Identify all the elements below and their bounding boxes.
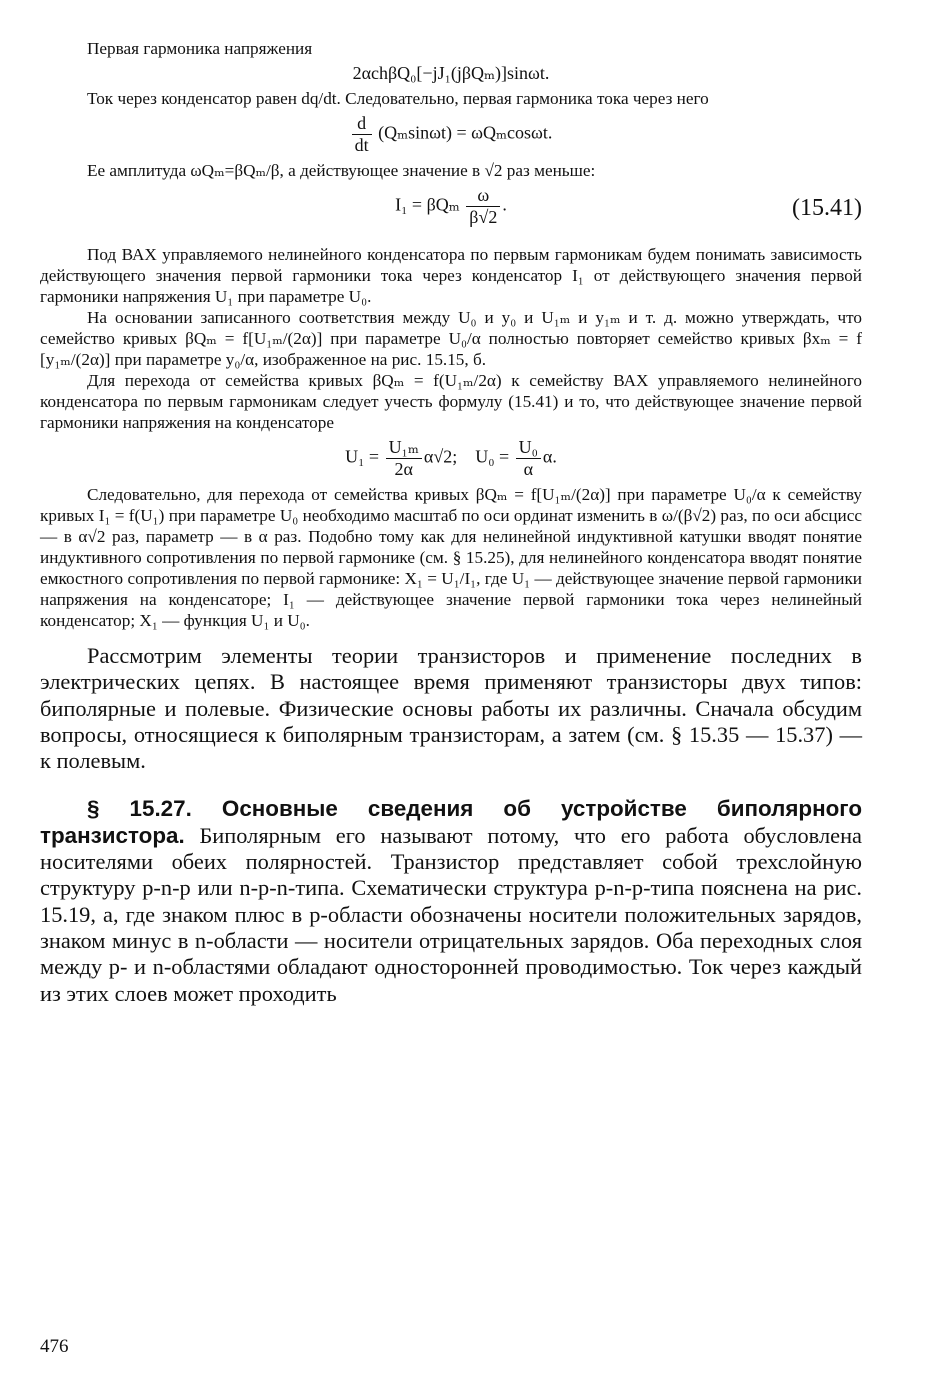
formula-u1-u0: U₁ = $\frac{\text{U₁ₘ}}{2\alpha}$ α√2; U₀ = $\frac{\text{U₀}}{\alpha}$ α.	[345, 437, 557, 479]
formula-current-derivative: $\frac{d}{dt}$ (Qₘsinωt) = ωQₘcosωt.	[40, 113, 862, 156]
paragraph-9: Биполярным его называют потому, что его работа обусловлена носителями обеих полярностей. Транзистор представляет собой трехслойную структуру p-n-p или n-p-n-типа. Схематически структура p-n-p-типа пояснена на рис. 15.19, а, где знаком плюс в p-области обозначены носители положительных зарядов, знаком минус в n-области — носители отрицательных зарядов. Оба переходных слоя между p- и n-областями обладают односторонней проводимостью. Ток через каждый из этих слоев может проходить	[40, 822, 862, 1006]
formula-voltage-harmonic: 2αchβQ₀[−jJ₁(jβQₘ)]sinωt.	[352, 63, 550, 83]
section-heading: § 15.27. Основные сведения об устройстве биполярного транзистора.	[40, 796, 862, 848]
fraction-d-dt: $\frac{d}{dt}$	[352, 113, 372, 156]
equation-number: (15.41)	[792, 195, 862, 221]
formula-15-41: I₁ = βQₘ $\frac{\omega}{\beta√2}$ . (15.41)	[395, 185, 862, 227]
paragraph-4: Под ВАХ управляемого нелинейного конденсатора по первым гармоникам будем понимать зависимость действующего значения первой гармоники тока через конденсатор I₁ от действующего значения первой гармоники напряжения U₁ при параметре U₀.	[40, 245, 862, 306]
fraction-u0-a: $\frac{\text{U₀}}{\alpha}$	[516, 437, 541, 480]
fraction-omega-beta-sqrt2: $\frac{\omega}{\beta√2}$	[466, 185, 500, 228]
fraction-u1m-2a: $\frac{\text{U₁ₘ}}{2\alpha}$	[386, 437, 422, 480]
paragraph-6: Для перехода от семейства кривых βQₘ = f(U₁ₘ/2α) к семейству ВАХ управляемого нелинейного конденсатора по первым гармоникам следует учесть формулу (15.41) и то, что действующее значение первой гармоники напряжения на конденсаторе	[40, 371, 862, 432]
section-paragraph	[40, 796, 862, 1006]
paragraph-7: Следовательно, для перехода от семейства кривых βQₘ = f[U₁ₘ/(2α)] при параметре U₀/α к семейству кривых I₁ = f(U₁) при параметре U₀ необходимо масштаб по оси ординат изменить в ω/(β√2) раз, по оси абсцисс — в α√2 раз, параметр — в α раз. Подобно тому как для нелинейной индуктивной катушки вводят понятие индуктивного сопротивления по первой гармонике (см. § 15.25), для нелинейного конденсатора вводят понятие емкостного сопротивления по первой гармонике: X₁ = U₁/I₁, где U₁ — действующее значение первой гармоники напряжения на конденсаторе; I₁ — действующее значение первой гармоники тока через нелинейный конденсатор; X₁ — функция U₁ и U₀.	[40, 485, 862, 630]
paragraph-3: Ее амплитуда ωQₘ=βQₘ/β, а действующее значение в √2 раз меньше:	[87, 161, 596, 180]
paragraph-1: Первая гармоника напряжения	[87, 39, 313, 58]
paragraph-8: Рассмотрим элементы теории транзисторов и применение последних в электрических цепях. В настоящее время применяют транзисторы двух типов: биполярные и полевые. Физические основы работы их различны. Сначала обсудим вопросы, относящиеся к биполярным транзисторам, а затем (см. § 15.35 — 15.37) — к полевым.	[40, 643, 862, 774]
page-number: 476	[40, 1336, 69, 1357]
paragraph-2: Ток через конденсатор равен dq/dt. Следовательно, первая гармоника тока через него	[87, 89, 709, 108]
page-body	[40, 38, 862, 1007]
paragraph-5: На основании записанного соответствия между U₀ и y₀ и U₁ₘ и y₁ₘ и т. д. можно утверждать, что семейство кривых βQₘ = f[U₁ₘ/(2α)] при параметре U₀/α полностью повторяет семейство кривых βxₘ = f [y₁ₘ/(2α)] при параметре y₀/α, изображенное на рис. 15.15, б.	[40, 308, 862, 369]
